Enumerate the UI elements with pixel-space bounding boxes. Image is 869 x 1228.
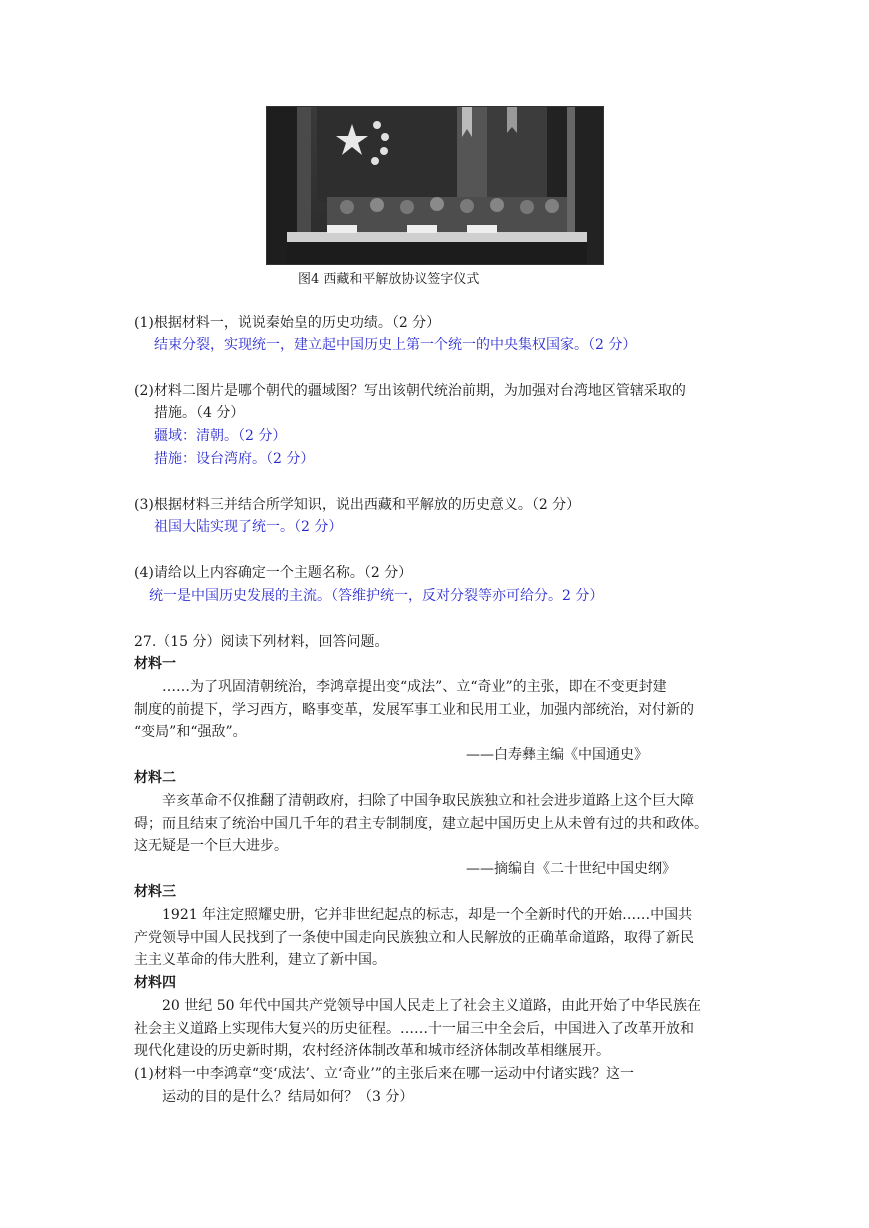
answer-3: 祖国大陆实现了统一。（2 分）	[154, 519, 343, 535]
question-1: (1)根据材料一，说说秦始皇的历史功绩。（2 分）	[134, 315, 441, 331]
material-3-line-2: 产党领导中国人民找到了一条使中国走向民族独立和人民解放的正确革命道路，取得了新民	[134, 930, 694, 946]
answer-2-measure: 措施：设台湾府。（2 分）	[154, 451, 315, 467]
question-2-line-1: (2)材料二图片是哪个朝代的疆域图？写出该朝代统治前期，为加强对台湾地区管辖采取的	[134, 383, 686, 399]
question-3: (3)根据材料三并结合所学知识，说出西藏和平解放的历史意义。（2 分）	[134, 497, 581, 513]
question-4: (4)请给以上内容确定一个主题名称。（2 分）	[134, 565, 413, 581]
material-1-source: ——白寿彝主编《中国通史》	[466, 747, 648, 763]
material-1-line-1: ……为了巩固清朝统治，李鸿章提出变“成法”、立“奇业”的主张，即在不变更封建	[162, 679, 667, 695]
material-4-line-2: 社会主义道路上实现伟大复兴的历史征程。……十一届三中全会后，中国进入了改革开放和	[134, 1021, 694, 1037]
photo-illustration	[267, 107, 603, 264]
figure-caption: 图4 西藏和平解放协议签字仪式	[298, 272, 480, 287]
material-2-line-3: 这无疑是一个巨大进步。	[134, 838, 288, 854]
material-2-line-2: 碍；而且结束了统治中国几千年的君主专制制度，建立起中国历史上从未曾有过的共和政体。	[134, 816, 708, 832]
material-4-line-3: 现代化建设的历史新时期，农村经济体制改革和城市经济体制改革相继展开。	[134, 1043, 610, 1059]
sub-question-1-line-1: (1)材料一中李鸿章“变‘成法’、立‘奇业’”的主张后来在哪一运动中付诸实践？这一	[134, 1066, 634, 1082]
material-2-title: 材料二	[134, 770, 176, 786]
material-4-title: 材料四	[134, 975, 176, 991]
material-3-line-1: 1921 年注定照耀史册，它并非世纪起点的标志，却是一个全新时代的开始……中国共	[162, 907, 693, 923]
material-3-title: 材料三	[134, 884, 176, 900]
material-2-source: ——摘编自《二十世纪中国史纲》	[466, 861, 676, 877]
sub-question-1-line-2: 运动的目的是什么？结局如何？（3 分）	[162, 1089, 414, 1105]
answer-1: 结束分裂，实现统一，建立起中国历史上第一个统一的中央集权国家。（2 分）	[154, 337, 637, 353]
material-3-line-3: 主主义革命的伟大胜利，建立了新中国。	[134, 952, 386, 968]
material-4-line-1: 20 世纪 50 年代中国共产党领导中国人民走上了社会主义道路，由此开始了中华民族在	[162, 998, 701, 1014]
question-27-header: 27.（15 分）阅读下列材料，回答问题。	[134, 634, 389, 650]
material-1-line-3: “变局”和“强敌”。	[134, 724, 247, 740]
material-2-line-1: 辛亥革命不仅推翻了清朝政府，扫除了中国争取民族独立和社会进步道路上这个巨大障	[162, 793, 694, 809]
material-1-title: 材料一	[134, 656, 176, 672]
signing-ceremony-photo	[266, 106, 604, 265]
answer-4: 统一是中国历史发展的主流。（答维护统一，反对分裂等亦可给分。2 分）	[149, 588, 604, 604]
material-1-line-2: 制度的前提下，学习西方，略事变革，发展军事工业和民用工业，加强内部统治，对付新的	[134, 702, 694, 718]
question-2-line-2: 措施。（4 分）	[154, 405, 245, 421]
answer-2-territory: 疆域：清朝。（2 分）	[154, 428, 287, 444]
